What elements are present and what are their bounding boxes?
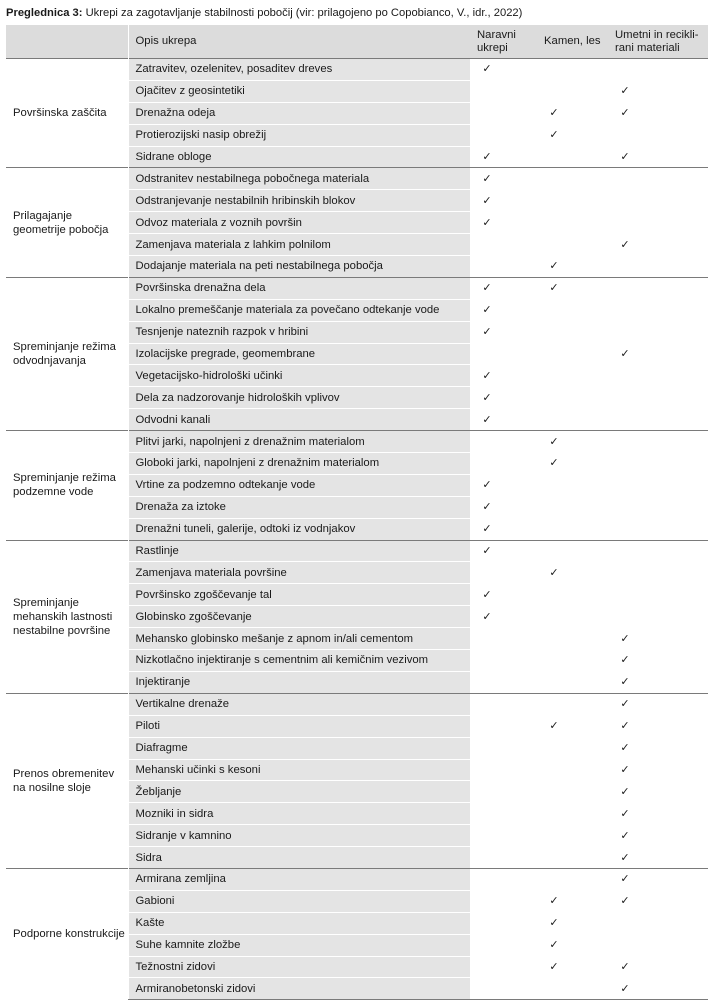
measure-cell: Težnostni zidovi <box>128 956 470 978</box>
natural-cell <box>470 256 537 278</box>
check-icon: ✓ <box>620 348 630 361</box>
artificial-cell <box>608 474 708 496</box>
check-icon: ✓ <box>549 720 559 733</box>
natural-cell <box>470 168 537 190</box>
check-icon: ✓ <box>549 457 559 470</box>
measure-cell: Sidrane obloge <box>128 146 470 168</box>
stone-wood-cell <box>537 693 608 715</box>
check-icon: ✓ <box>620 895 630 908</box>
measure-cell: Vegetacijsko-hidrološki učinki <box>128 365 470 387</box>
natural-cell <box>470 847 537 869</box>
measure-cell: Globinsko zgoščevanje <box>128 606 470 628</box>
stone-wood-cell <box>537 190 608 212</box>
natural-cell <box>470 299 537 321</box>
natural-cell <box>470 825 537 847</box>
stone-wood-cell <box>537 496 608 518</box>
stone-wood-cell <box>537 234 608 256</box>
measure-cell: Žebljanje <box>128 781 470 803</box>
check-icon: ✓ <box>549 939 559 952</box>
stone-wood-cell <box>537 124 608 146</box>
measure-cell: Mozniki in sidra <box>128 803 470 825</box>
natural-cell <box>470 628 537 650</box>
artificial-cell <box>608 934 708 956</box>
check-icon: ✓ <box>482 610 492 623</box>
natural-cell <box>470 759 537 781</box>
measure-cell: Vertikalne drenaže <box>128 693 470 715</box>
artificial-cell <box>608 299 708 321</box>
natural-cell <box>470 518 537 540</box>
header-artificial: Umetni in recikli-rani materiali <box>608 25 708 59</box>
stone-wood-cell <box>537 453 608 475</box>
stone-wood-cell <box>537 102 608 124</box>
stone-wood-cell <box>537 847 608 869</box>
stone-wood-cell <box>537 671 608 693</box>
artificial-cell <box>608 912 708 934</box>
natural-cell <box>470 781 537 803</box>
stone-wood-cell <box>537 912 608 934</box>
stone-wood-cell <box>537 781 608 803</box>
table-body <box>6 59 708 1000</box>
natural-cell <box>470 124 537 146</box>
check-icon: ✓ <box>620 829 630 842</box>
stone-wood-cell <box>537 584 608 606</box>
artificial-cell <box>608 168 708 190</box>
check-icon: ✓ <box>549 107 559 120</box>
natural-cell <box>470 146 537 168</box>
measure-cell: Nizkotlačno injektiranje s cementnim ali kemičnim vezivom <box>128 650 470 672</box>
artificial-cell <box>608 890 708 912</box>
check-icon: ✓ <box>482 282 492 295</box>
check-icon: ✓ <box>482 545 492 558</box>
check-icon: ✓ <box>482 326 492 339</box>
natural-cell <box>470 277 537 299</box>
check-icon: ✓ <box>549 566 559 579</box>
check-icon: ✓ <box>482 194 492 207</box>
measure-cell: Vrtine za podzemno odtekanje vode <box>128 474 470 496</box>
measure-cell: Površinsko zgoščevanje tal <box>128 584 470 606</box>
measure-cell: Odstranitev nestabilnega pobočnega materiala <box>128 168 470 190</box>
header-measure: Opis ukrepa <box>128 25 470 59</box>
measure-cell: Drenažni tuneli, galerije, odtoki iz vodnjakov <box>128 518 470 540</box>
table-row <box>6 277 708 299</box>
check-icon: ✓ <box>482 63 492 76</box>
natural-cell <box>470 212 537 234</box>
check-icon: ✓ <box>620 742 630 755</box>
artificial-cell <box>608 146 708 168</box>
check-icon: ✓ <box>482 413 492 426</box>
stone-wood-cell <box>537 387 608 409</box>
natural-cell <box>470 190 537 212</box>
natural-cell <box>470 321 537 343</box>
check-icon: ✓ <box>482 479 492 492</box>
stone-wood-cell <box>537 628 608 650</box>
stone-wood-cell <box>537 474 608 496</box>
stone-wood-cell <box>537 59 608 81</box>
artificial-cell <box>608 715 708 737</box>
measure-cell: Mehanski učinki s kesoni <box>128 759 470 781</box>
measure-cell: Injektiranje <box>128 671 470 693</box>
measure-cell: Suhe kamnite zložbe <box>128 934 470 956</box>
check-icon: ✓ <box>620 632 630 645</box>
category-cell: Spreminjanje mehanskih lastnosti nestabilne površine <box>6 540 128 693</box>
stone-wood-cell <box>537 715 608 737</box>
stone-wood-cell <box>537 168 608 190</box>
natural-cell <box>470 934 537 956</box>
measure-cell: Tesnjenje nateznih razpok v hribini <box>128 321 470 343</box>
measure-cell: Zamenjava materiala z lahkim polnilom <box>128 234 470 256</box>
natural-cell <box>470 584 537 606</box>
stone-wood-cell <box>537 868 608 890</box>
stone-wood-cell <box>537 803 608 825</box>
check-icon: ✓ <box>620 85 630 98</box>
measure-cell: Dodajanje materiala na peti nestabilnega pobočja <box>128 256 470 278</box>
stone-wood-cell <box>537 299 608 321</box>
check-icon: ✓ <box>482 588 492 601</box>
check-icon: ✓ <box>620 851 630 864</box>
artificial-cell <box>608 80 708 102</box>
stone-wood-cell <box>537 343 608 365</box>
measure-cell: Protierozijski nasip obrežij <box>128 124 470 146</box>
caption-label: Preglednica 3: <box>6 7 83 19</box>
measure-cell: Globoki jarki, napolnjeni z drenažnim materialom <box>128 453 470 475</box>
measure-cell: Mehansko globinsko mešanje z apnom in/ali cementom <box>128 628 470 650</box>
check-icon: ✓ <box>620 763 630 776</box>
stone-wood-cell <box>537 80 608 102</box>
natural-cell <box>470 562 537 584</box>
measure-cell: Rastlinje <box>128 540 470 562</box>
natural-cell <box>470 912 537 934</box>
natural-cell <box>470 234 537 256</box>
natural-cell <box>470 606 537 628</box>
natural-cell <box>470 978 537 1000</box>
natural-cell <box>470 387 537 409</box>
header-stone-wood: Kamen, les <box>537 25 608 59</box>
caption-text: Ukrepi za zagotavljanje stabilnosti pobočij (vir: prilagojeno po Copobianco, V., idr., 2022) <box>82 7 523 19</box>
check-icon: ✓ <box>482 501 492 514</box>
artificial-cell <box>608 781 708 803</box>
measure-cell: Plitvi jarki, napolnjeni z drenažnim materialom <box>128 431 470 453</box>
table-row <box>6 540 708 562</box>
artificial-cell <box>608 978 708 1000</box>
stone-wood-cell <box>537 277 608 299</box>
check-icon: ✓ <box>482 151 492 163</box>
check-icon: ✓ <box>620 960 630 973</box>
check-icon: ✓ <box>620 698 630 711</box>
natural-cell <box>470 693 537 715</box>
stone-wood-cell <box>537 431 608 453</box>
measure-cell: Odvoz materiala z voznih površin <box>128 212 470 234</box>
table-row <box>6 693 708 715</box>
table-row <box>6 431 708 453</box>
category-cell: Prilagajanje geometrije pobočja <box>6 168 128 277</box>
measure-cell: Diafragme <box>128 737 470 759</box>
stone-wood-cell <box>537 409 608 431</box>
header-natural: Naravni ukrepi <box>470 25 537 59</box>
natural-cell <box>470 80 537 102</box>
artificial-cell <box>608 431 708 453</box>
check-icon: ✓ <box>620 654 630 667</box>
check-icon: ✓ <box>620 151 630 163</box>
natural-cell <box>470 365 537 387</box>
artificial-cell <box>608 277 708 299</box>
stone-wood-cell <box>537 321 608 343</box>
measure-cell: Gabioni <box>128 890 470 912</box>
artificial-cell <box>608 606 708 628</box>
artificial-cell <box>608 256 708 278</box>
check-icon: ✓ <box>620 107 630 120</box>
measure-cell: Drenaža za iztoke <box>128 496 470 518</box>
natural-cell <box>470 496 537 518</box>
artificial-cell <box>608 825 708 847</box>
measure-cell: Ojačitev z geosintetiki <box>128 80 470 102</box>
measure-cell: Izolacijske pregrade, geomembrane <box>128 343 470 365</box>
natural-cell <box>470 59 537 81</box>
natural-cell <box>470 409 537 431</box>
stone-wood-cell <box>537 978 608 1000</box>
artificial-cell <box>608 190 708 212</box>
measure-cell: Zatravitev, ozelenitev, posaditev dreves <box>128 59 470 81</box>
stone-wood-cell <box>537 825 608 847</box>
category-cell: Spreminjanje režima odvodnjavanja <box>6 277 128 430</box>
table-caption <box>6 6 522 20</box>
check-icon: ✓ <box>549 960 559 973</box>
measure-cell: Odstranjevanje nestabilnih hribinskih blokov <box>128 190 470 212</box>
stone-wood-cell <box>537 562 608 584</box>
category-cell: Površinska zaščita <box>6 59 128 168</box>
stone-wood-cell <box>537 890 608 912</box>
table-row <box>6 868 708 890</box>
artificial-cell <box>608 59 708 81</box>
check-icon: ✓ <box>620 873 630 886</box>
artificial-cell <box>608 343 708 365</box>
artificial-cell <box>608 212 708 234</box>
artificial-cell <box>608 628 708 650</box>
artificial-cell <box>608 409 708 431</box>
stone-wood-cell <box>537 212 608 234</box>
artificial-cell <box>608 518 708 540</box>
measure-cell: Sidra <box>128 847 470 869</box>
check-icon: ✓ <box>482 391 492 404</box>
artificial-cell <box>608 759 708 781</box>
artificial-cell <box>608 671 708 693</box>
measure-cell: Armiranobetonski zidovi <box>128 978 470 1000</box>
natural-cell <box>470 453 537 475</box>
natural-cell <box>470 803 537 825</box>
check-icon: ✓ <box>620 676 630 689</box>
check-icon: ✓ <box>482 216 492 229</box>
artificial-cell <box>608 234 708 256</box>
check-icon: ✓ <box>620 720 630 733</box>
table-row <box>6 168 708 190</box>
artificial-cell <box>608 540 708 562</box>
natural-cell <box>470 343 537 365</box>
check-icon: ✓ <box>620 807 630 820</box>
stone-wood-cell <box>537 737 608 759</box>
natural-cell <box>470 102 537 124</box>
check-icon: ✓ <box>620 238 630 251</box>
artificial-cell <box>608 562 708 584</box>
check-icon: ✓ <box>549 895 559 908</box>
table-header-row <box>6 25 708 59</box>
check-icon: ✓ <box>620 785 630 798</box>
measure-cell: Drenažna odeja <box>128 102 470 124</box>
natural-cell <box>470 650 537 672</box>
artificial-cell <box>608 102 708 124</box>
check-icon: ✓ <box>549 282 559 295</box>
natural-cell <box>470 890 537 912</box>
stone-wood-cell <box>537 256 608 278</box>
table-row <box>6 59 708 81</box>
stone-wood-cell <box>537 518 608 540</box>
stability-measures-table <box>6 25 708 1000</box>
natural-cell <box>470 540 537 562</box>
artificial-cell <box>608 321 708 343</box>
natural-cell <box>470 868 537 890</box>
artificial-cell <box>608 453 708 475</box>
artificial-cell <box>608 584 708 606</box>
stone-wood-cell <box>537 759 608 781</box>
artificial-cell <box>608 650 708 672</box>
natural-cell <box>470 671 537 693</box>
check-icon: ✓ <box>549 917 559 930</box>
stone-wood-cell <box>537 650 608 672</box>
check-icon: ✓ <box>482 172 492 185</box>
stone-wood-cell <box>537 365 608 387</box>
artificial-cell <box>608 365 708 387</box>
artificial-cell <box>608 803 708 825</box>
artificial-cell <box>608 387 708 409</box>
check-icon: ✓ <box>549 129 559 142</box>
artificial-cell <box>608 124 708 146</box>
check-icon: ✓ <box>482 523 492 536</box>
measure-cell: Odvodni kanali <box>128 409 470 431</box>
natural-cell <box>470 715 537 737</box>
artificial-cell <box>608 496 708 518</box>
measure-cell: Površinska drenažna dela <box>128 277 470 299</box>
artificial-cell <box>608 847 708 869</box>
natural-cell <box>470 737 537 759</box>
artificial-cell <box>608 737 708 759</box>
measure-cell: Kašte <box>128 912 470 934</box>
measure-cell: Piloti <box>128 715 470 737</box>
header-category <box>6 25 128 59</box>
stone-wood-cell <box>537 540 608 562</box>
measure-cell: Armirana zemljina <box>128 868 470 890</box>
stone-wood-cell <box>537 606 608 628</box>
stone-wood-cell <box>537 146 608 168</box>
natural-cell <box>470 431 537 453</box>
measure-cell: Lokalno premeščanje materiala za povečano odtekanje vode <box>128 299 470 321</box>
measure-cell: Zamenjava materiala površine <box>128 562 470 584</box>
check-icon: ✓ <box>620 982 630 995</box>
artificial-cell <box>608 868 708 890</box>
category-cell: Spreminjanje režima podzemne vode <box>6 431 128 540</box>
check-icon: ✓ <box>549 260 559 273</box>
measure-cell: Sidranje v kamnino <box>128 825 470 847</box>
category-cell: Podporne konstrukcije <box>6 868 128 999</box>
category-cell: Prenos obremenitev na nosilne sloje <box>6 693 128 868</box>
check-icon: ✓ <box>482 304 492 317</box>
stone-wood-cell <box>537 934 608 956</box>
check-icon: ✓ <box>482 369 492 382</box>
natural-cell <box>470 474 537 496</box>
measure-cell: Dela za nadzorovanje hidroloških vplivov <box>128 387 470 409</box>
check-icon: ✓ <box>549 435 559 448</box>
artificial-cell <box>608 693 708 715</box>
